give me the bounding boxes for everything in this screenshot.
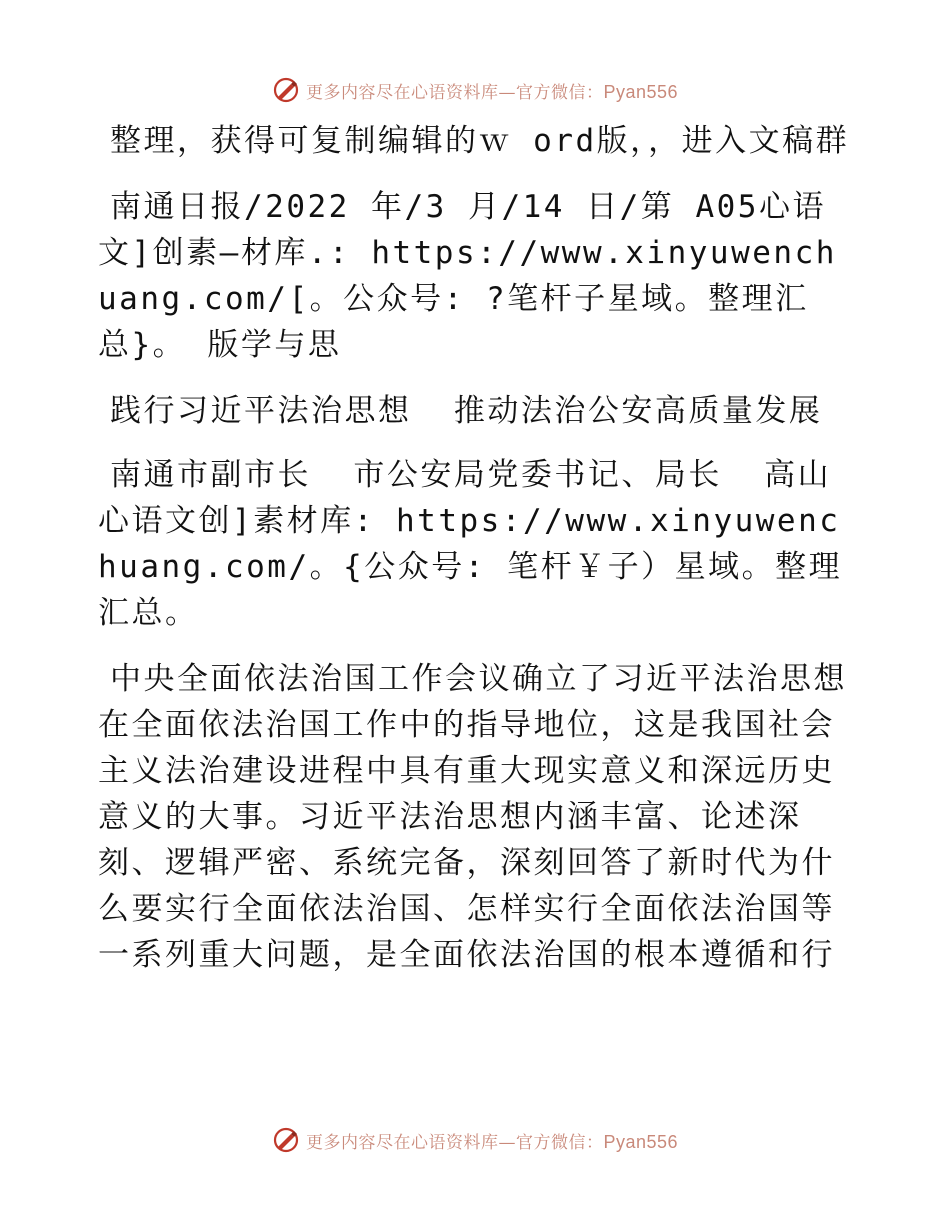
paragraph-body: 中央全面依法治国工作会议确立了习近平法治思想在全面依法治国工作中的指导地位，这是我国社会主义法治建设进程中具有重大现实意义和深远历史意义的大事。习近平法治思想内涵丰富、论述深刻、逻辑严密、系统完备，深刻回答了新时代为什么要实行全面依法治国、怎样实行全面依法治国等一系列重大问题，是全面依法治国的根本遵循和行 [98,661,847,973]
document-body [98,118,850,998]
header-watermark [0,72,950,108]
pen-circle-logo-icon [272,1126,300,1154]
watermark-text: 更多内容尽在心语资料库—官方微信：Pyan556 [305,1131,679,1153]
article-author: 南通市副市长 市公安局党委书记、局长 高山心语文创]素材库: https://www.xinyuwenchuang.com/。{公众号: 笔杆￥子）星域。整理汇总。 [98,457,843,631]
article-title: 践行习近平法治思想 推动法治公安高质量发展 [110,393,823,429]
pen-circle-logo-icon [272,76,300,104]
paragraph-intro: 整理，获得可复制编辑的ｗ ord版，，进入文稿群 [110,123,850,159]
footer-watermark [0,1122,950,1158]
paragraph-source: 南通日报/2022 年/3 月/14 日/第 A05心语文]创素—材库.: https://www.xinyuwenchuang.com/[。公众号: ?笔杆子星域。整理汇总}。 版学与思 [98,189,837,363]
watermark-text: 更多内容尽在心语资料库—官方微信：Pyan556 [305,81,679,103]
